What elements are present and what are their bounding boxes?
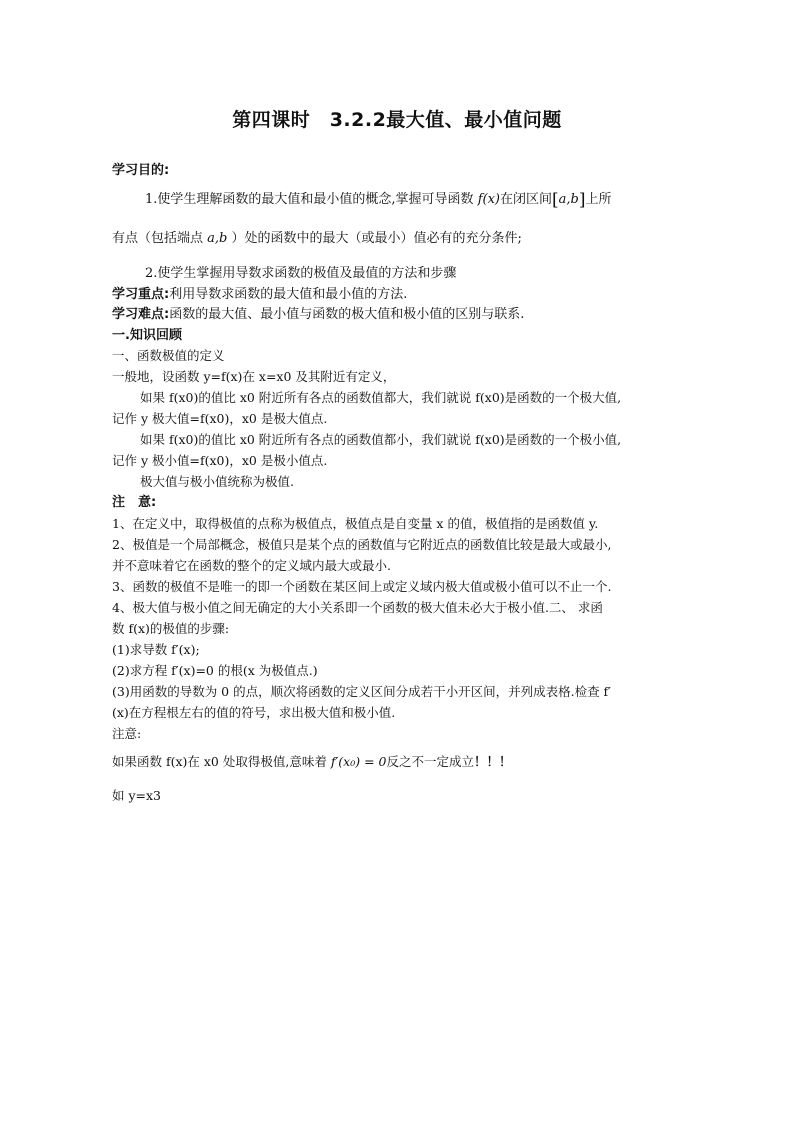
note-2b: 并不意味着它在函数的整个的定义域内最大或最小.	[112, 558, 391, 573]
objective-1-continued	[112, 231, 522, 247]
extremum-definition: 极大值与极小值统称为极值.	[140, 474, 294, 489]
page-title: 第四课时 3.2.2最大值、最小值问题	[232, 109, 562, 131]
definition-intro: 一般地，设函数 y=f(x)在 x=x0 及其附近有定义，	[112, 369, 396, 384]
min-definition-2: 记作 y 极小值=f(x0)，x0 是极小值点.	[112, 453, 328, 468]
max-definition-2: 记作 y 极大值=f(x0)，x0 是极大值点.	[112, 411, 328, 426]
max-definition-1: 如果 f(x0)的值比 x0 附近所有各点的函数值都大，我们就说 f(x0)是函数的一个极大值,	[140, 390, 622, 405]
note-4a: 4、极大值与极小值之间无确定的大小关系即一个函数的极大值未必大于极小值.二、 求函	[112, 600, 603, 615]
key-point	[112, 287, 407, 303]
review-heading: 一.知识回顾	[112, 328, 182, 343]
step-2: (2)求方程 f′(x)=0 的根(x 为极值点.)	[112, 663, 318, 678]
attention-text-b: 反之不一定成立	[386, 754, 474, 769]
objective-1	[145, 192, 612, 208]
objectives-heading: 学习目的:	[112, 163, 170, 178]
bracket-left: [	[552, 190, 559, 210]
attention-heading: 注意:	[112, 726, 142, 741]
difficult-point-label: 学习难点:	[112, 307, 170, 322]
review-subheading: 一、函数极值的定义	[112, 348, 225, 363]
min-definition-1: 如果 f(x0)的值比 x0 附近所有各点的函数值都小，我们就说 f(x0)是函数的一个极小值,	[140, 432, 622, 447]
objective-1-cont-a: 有点（包括端点	[112, 231, 204, 246]
exclamation-marks: ！！！	[473, 754, 512, 769]
objective-1-text-a: 1.使学生理解函数的最大值和最小值的概念,掌握可导函数	[145, 192, 474, 207]
note-2a: 2、极值是一个局部概念，极值只是某个点的函数值与它附近点的函数值比较是最大或最小,	[112, 537, 612, 552]
derivative-zero-formula: f′(x₀) = 0	[330, 754, 387, 769]
example-line: 如 y=x3	[112, 788, 162, 803]
notes-heading: 注 意:	[112, 495, 157, 510]
objective-1-cont-b: ）处的函数中的最大（或最小）值必有的充分条件;	[231, 231, 522, 246]
interval-formula: a,b	[558, 192, 579, 207]
objective-1-text-c: 上所	[585, 192, 612, 207]
key-point-text: 利用导数求函数的最大值和最小值的方法.	[169, 287, 408, 302]
fx-formula: f(x)	[477, 192, 500, 207]
step-1: (1)求导数 f′(x);	[112, 642, 200, 657]
difficult-point-text: 函数的最大值、最小值与函数的极大值和极小值的区别与联系.	[169, 307, 525, 322]
endpoints-formula: a,b	[207, 231, 228, 246]
objective-2: 2.使学生掌握用导数求函数的极值及最值的方法和步骤	[145, 266, 457, 281]
attention-text-a: 如果函数 f(x)在 x0 处取得极值,意味着	[112, 754, 327, 769]
note-4b: 数 f(x)的极值的步骤:	[112, 621, 230, 636]
difficult-point	[112, 307, 524, 323]
objective-1-text-b: 在闭区间	[499, 192, 552, 207]
key-point-label: 学习重点:	[112, 287, 170, 302]
step-3b: (x)在方程根左右的值的符号，求出极大值和极小值.	[112, 705, 396, 720]
bracket-right: ]	[578, 190, 586, 210]
attention-line	[112, 754, 512, 770]
note-3: 3、函数的极值不是唯一的即一个函数在某区间上或定义域内极大值或极小值可以不止一个.	[112, 579, 612, 594]
step-3a: (3)用函数的导数为 0 的点，顺次将函数的定义区间分成若干小开区间，并列成表格.检查 f′	[112, 684, 612, 699]
note-1: 1、在定义中，取得极值的点称为极值点，极值点是自变量 x 的值，极值指的是函数值 y.	[112, 516, 599, 531]
